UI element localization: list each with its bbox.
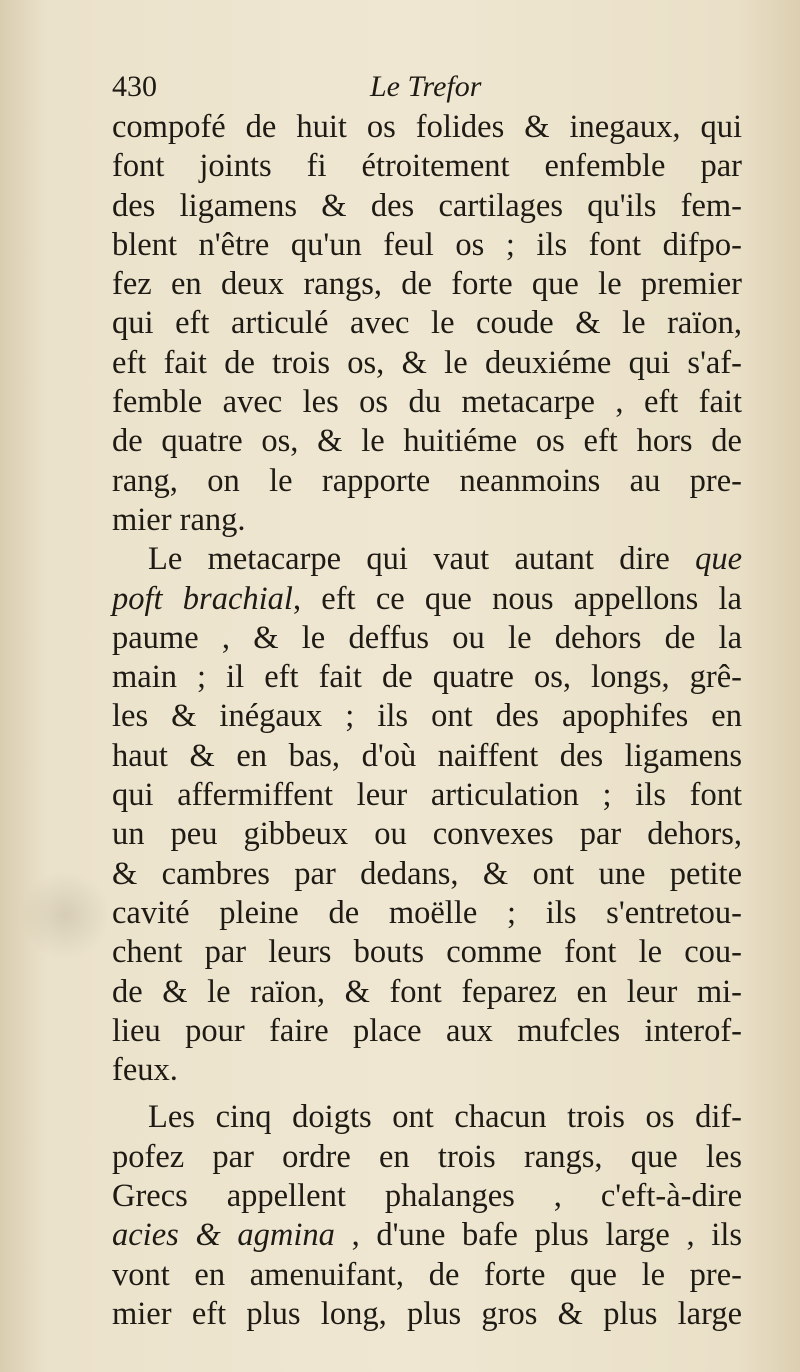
italic-text: acies & agmina bbox=[112, 1217, 335, 1254]
text-line: haut & en bas, d'où naiffent des ligamens bbox=[112, 737, 742, 774]
text-line: eft fait de trois os, & le deuxiéme qui s'af- bbox=[112, 344, 742, 381]
page-stain bbox=[20, 870, 110, 960]
text-line: des ligamens & des cartilages qu'ils fem- bbox=[112, 187, 742, 224]
text-line: mier eft plus long, plus gros & plus large bbox=[112, 1295, 742, 1332]
text-line: qui affermiffent leur articulation ; ils font bbox=[112, 777, 742, 814]
page-number: 430 bbox=[112, 70, 157, 103]
text-line: Grecs appellent phalanges , c'eft-à-dire bbox=[112, 1178, 742, 1215]
text-line: vont en amenuifant, de forte que le pre- bbox=[112, 1256, 742, 1293]
text-line: qui eft articulé avec le coude & le raïon, bbox=[112, 305, 742, 342]
text-line bbox=[112, 1216, 742, 1255]
italic-text: que bbox=[695, 541, 742, 578]
text-line: rang, on le rapporte neanmoins au pre- bbox=[112, 462, 742, 499]
text-line bbox=[112, 580, 742, 619]
text-line: main ; il eft fait de quatre os, longs, grê- bbox=[112, 659, 742, 696]
paragraph-first-line: Les cinq doigts ont chacun trois os dif- bbox=[148, 1099, 742, 1136]
text-line: font joints fi étroitement enfemble par bbox=[112, 148, 742, 185]
text-line: & cambres par dedans, & ont une petite bbox=[112, 855, 742, 892]
text-line: paume , & le deffus ou le dehors de la bbox=[112, 619, 742, 656]
text-run: , eft ce que nous appellons la bbox=[292, 580, 742, 617]
text-line: les & inégaux ; ils ont des apophifes en bbox=[112, 698, 742, 735]
text-line: cavité pleine de moëlle ; ils s'entretou- bbox=[112, 894, 742, 931]
body-text bbox=[112, 108, 742, 1334]
page-header bbox=[112, 70, 612, 110]
text-line: blent n'être qu'un feul os ; ils font difpo- bbox=[112, 226, 742, 263]
text-run: Le metacarpe qui vaut autant dire bbox=[148, 541, 670, 578]
text-line: lieu pour faire place aux mufcles interof- bbox=[112, 1012, 742, 1049]
text-line: de & le raïon, & font feparez en leur mi- bbox=[112, 973, 742, 1010]
text-line: chent par leurs bouts comme font le cou- bbox=[112, 934, 742, 971]
text-line: compofé de huit os folides & inegaux, qui bbox=[112, 109, 742, 145]
text-line: pofez par ordre en trois rangs, que les bbox=[112, 1138, 742, 1175]
running-title: Le Trefor bbox=[370, 70, 482, 103]
paragraph-first-line bbox=[112, 540, 742, 579]
text-line: femble avec les os du metacarpe , eft fait bbox=[112, 384, 742, 421]
text-line: mier rang. bbox=[112, 501, 246, 538]
text-run: , d'une bafe plus large , ils bbox=[351, 1217, 743, 1254]
text-line: fez en deux rangs, de forte que le premier bbox=[112, 266, 742, 303]
italic-text: poft brachial bbox=[112, 580, 293, 617]
text-line: feux. bbox=[112, 1052, 178, 1089]
text-line: de quatre os, & le huitiéme os eft hors de bbox=[112, 423, 742, 460]
text-line: un peu gibbeux ou convexes par dehors, bbox=[112, 816, 742, 853]
